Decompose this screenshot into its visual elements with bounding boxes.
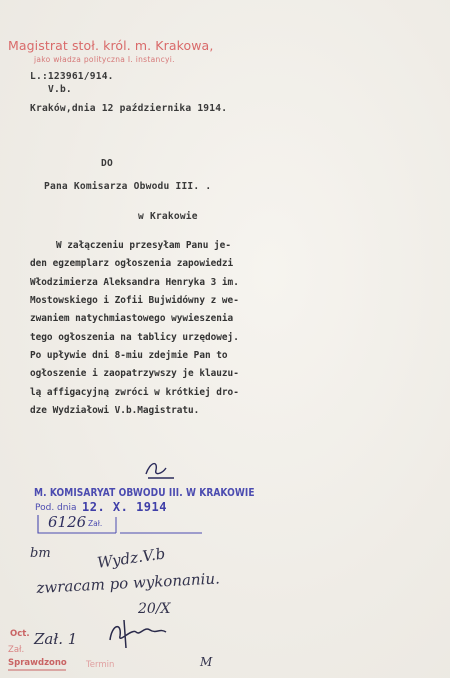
stamp-date: 12. X. 1914 <box>82 500 167 514</box>
recipient: Pana Komisarza Obwodu III. . <box>44 181 212 192</box>
body-line: tego ogłoszenia na tablicy urzędowej. <box>30 332 239 343</box>
body-line: zwaniem natychmiastowego wywieszenia <box>30 313 234 324</box>
body-line: den egzemplarz ogłoszenia zapowiedzi <box>30 258 234 269</box>
hand-line2: zwracam po wykonaniu. <box>36 569 221 597</box>
department-code: V.b. <box>48 84 72 95</box>
hand-date: 20/X <box>138 601 171 617</box>
body-line: lą affigacyjną zwróci w krótkiej dro- <box>30 387 239 398</box>
body-line: W załączeniu przesyłam Panu je- <box>56 240 231 251</box>
stamp-frame <box>36 513 206 535</box>
body-line: Włodzimierza Aleksandra Henryka 3 im. <box>30 277 239 288</box>
footer-termin-label: Termin <box>86 660 115 670</box>
footer-underline <box>8 668 68 672</box>
stamp-handwritten-number: 6126 <box>48 513 87 531</box>
body-line: ogłoszenie i zaopatrzywszy je klauzu- <box>30 368 239 379</box>
body-line: Po upływie dni 8-miu zdejmie Pan to <box>30 350 228 361</box>
letterhead-title: Magistrat stoł. król. m. Krakowa, <box>8 38 214 53</box>
registry-mark <box>140 456 180 482</box>
stamp-zal-label: Zał. <box>88 519 103 528</box>
body-line: dze Wydziałowi V.b.Magistratu. <box>30 405 200 416</box>
place-date: Kraków,dnia 12 października 1914. <box>30 103 228 114</box>
body-line: Mostowskiego i Zofii Bujwidówny z we- <box>30 295 239 306</box>
footer-oct-label: Oct. <box>10 629 30 639</box>
footer-zal-handwritten: Zał. 1 <box>34 630 78 648</box>
address-do: DO <box>101 158 113 169</box>
footer-sprawdzono-label: Sprawdzono <box>8 658 67 668</box>
recipient-location: w Krakowie <box>138 211 198 222</box>
signature-image <box>104 614 176 652</box>
stamp-title: M. KOMISARYAT OBWODU III. W KRAKOWIE <box>34 487 255 499</box>
reference-number: L.:123961/914. <box>30 71 114 82</box>
hand-initials: M <box>200 655 213 669</box>
footer-zal-label: Zał. <box>8 645 25 655</box>
hand-line1-right: Wydz.V.b <box>96 544 167 572</box>
stamp-pod-label: Pod. dnia <box>35 503 77 513</box>
hand-line1-left: bm <box>30 546 51 561</box>
letterhead-subtitle: jako władza polityczna I. instancyi. <box>34 55 175 64</box>
